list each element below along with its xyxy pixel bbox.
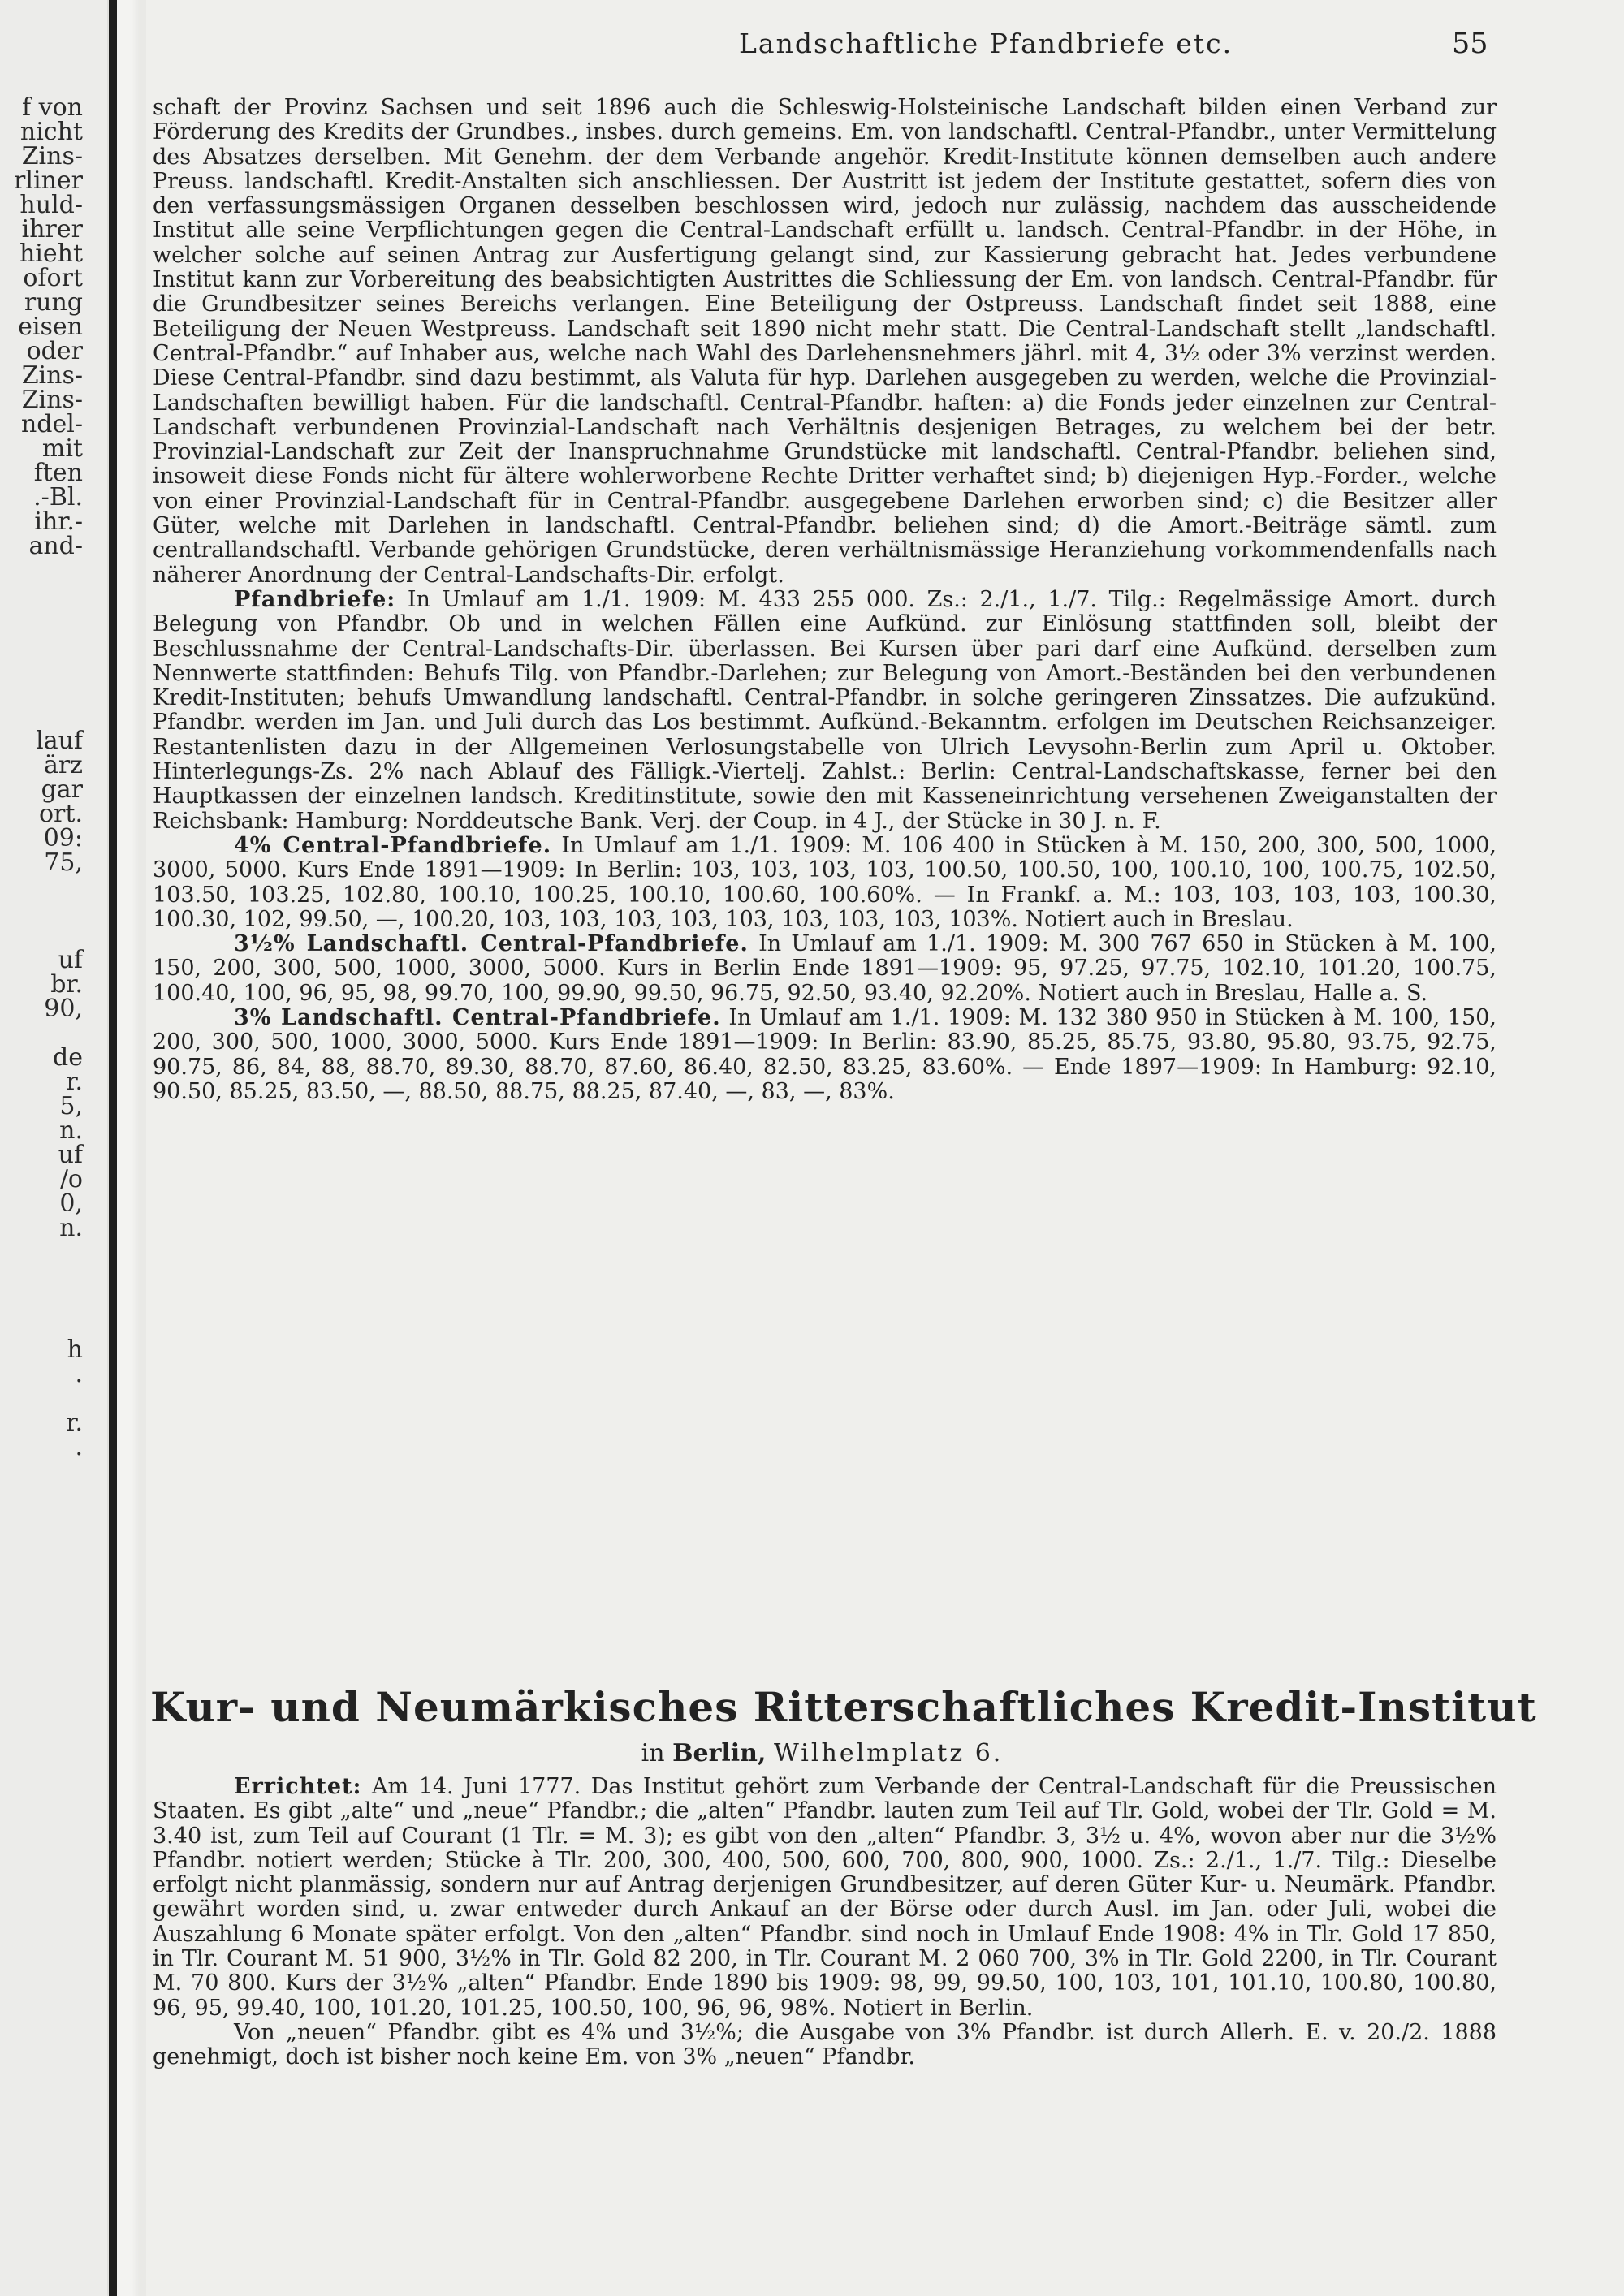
p35-label: 3½% Landschaftl. Central-Pfandbriefe.	[234, 931, 749, 957]
left-page-text-fragment: gar	[41, 775, 83, 804]
left-page-text-fragment: 09:	[43, 824, 83, 852]
p4-text: In Umlauf am 1./1. 1909: M. 106 400 in Stücken à M. 150, 200, 300, 500, 1000, 3000, 5000. Kurs Ende 1891—1909: In Berlin: 103, 103, 103, 103, 100.50, 100.50, 100, 100.10, 100, 100.75, 102.50, 103.50, 103.25, 102.80, 100.10, 100.25, 100.10, 100.60, 100.60%. — In Frankf. a. M.: 103, 103, 103, 103, 100.30, 100.30, 102, 99.50, —, 100.20, 103, 103, 103, 103, 103, 103, 103, 103, 103%. Notiert auch in Breslau.	[153, 832, 1497, 932]
left-page-text-fragment: uf	[58, 1141, 83, 1169]
section-title: Kur- und Neumärkisches Ritterschaftliches Kredit-Institut	[150, 1683, 1537, 1731]
p4-label: 4% Central-Pfandbriefe.	[234, 832, 552, 858]
p35-paragraph	[153, 932, 1497, 1006]
left-page-text-fragment: r.	[66, 1409, 83, 1437]
location-address: Wilhelmplatz 6.	[774, 1739, 1004, 1767]
left-page-text-fragment: ärz	[43, 751, 83, 779]
section-central-landschaft	[153, 96, 1497, 1104]
section-kur-neumaerkisches	[153, 1775, 1497, 2070]
gutter-shadow-line	[109, 0, 117, 2296]
left-page-text-fragment: 5,	[59, 1092, 83, 1120]
p35-text: In Umlauf am 1./1. 1909: M. 300 767 650 in Stücken à M. 100, 150, 200, 300, 500, 1000, 3000, 5000. Kurs in Berlin Ende 1891—1909: 95, 97.25, 97.75, 102.10, 101.20, 100.75, 100.40, 100, 96, 95, 98, 99.70, 100, 99.90, 99.50, 96.75, 92.50, 93.40, 92.20%. Notiert auch in Breslau, Halle a. S.	[153, 931, 1497, 1006]
left-page-text-fragment: de	[53, 1043, 83, 1072]
left-page-text-fragment: f von	[22, 93, 83, 122]
left-page-text-fragment: n.	[59, 1214, 83, 1242]
left-page-text-fragment: r.	[66, 1068, 83, 1096]
left-page-text-fragment: lauf	[36, 727, 83, 755]
p3-text: In Umlauf am 1./1. 1909: M. 132 380 950 in Stücken à M. 100, 150, 200, 300, 500, 1000, 3000, 5000. Kurs Ende 1891—1909: In Berlin: 83.90, 85.25, 85.75, 93.80, 95.80, 93.75, 92.75, 90.75, 86, 84, 88, 88.70, 89.30, 88.70, 87.60, 86.40, 82.50, 83.25, 83.60%. — Ende 1897—1909: In Hamburg: 92.10, 90.50, 85.25, 83.50, —, 88.50, 88.75, 88.25, 87.40, —, 83, —, 83%.	[153, 1004, 1497, 1104]
left-page-text-fragment: ndel-	[20, 410, 83, 438]
left-page-text-fragment: Zins-	[21, 361, 83, 390]
left-page-text-fragment: /o	[59, 1165, 83, 1193]
left-page-text-fragment: Zins-	[21, 142, 83, 170]
errichtet-label: Errichtet:	[234, 1774, 362, 1799]
right-page	[146, 0, 1624, 2296]
left-page-text-fragment: h	[67, 1336, 83, 1364]
left-page-text-fragment: Zins-	[21, 386, 83, 414]
left-page-text-fragment: 75,	[44, 848, 83, 877]
page-number: 55	[1452, 28, 1488, 60]
left-page-text-fragment: ort.	[39, 800, 83, 828]
left-page-text-fragment: eisen	[18, 313, 83, 341]
left-page-text-fragment: huld-	[19, 191, 83, 219]
p3-label: 3% Landschaftl. Central-Pfandbriefe.	[234, 1004, 721, 1030]
left-page-text-fragment: ofort	[23, 264, 83, 292]
intro-paragraph: schaft der Provinz Sachsen und seit 1896 auch die Schleswig-Holsteinische Landschaft bilden einen Verband zur Förderung des Kredits der Grundbes., insbes. durch gemeins. Em. von landschaftl. Central-Pfandbr., unter Vermittelung des Absatzes derselben. Mit Genehm. der dem Verbande angehör. Kredit-Institute können demselben auch andere Preuss. landschaftl. Kredit-Anstalten sich anschliessen. Der Austritt ist jedem der Institute gestattet, sofern dies von den verfassungsmässigen Organen desselben beschlossen wird, jedoch nur zulässig, nachdem das ausscheidende Institut alle seine Verpflichtungen gegen die Central-Landschaft erfüllt u. landsch. Central-Pfandbr. in der Höhe, in welcher solche auf seinen Antrag zur Ausfertigung gelangt sind, zur Kassierung gebracht hat. Jedes verbundene Institut kann zur Vorbereitung des beabsichtigten Austrittes die Schliessung der Em. von landsch. Central-Pfandbr. für die Grundbesitzer seines Bereichs verlangen. Eine Beteiligung der Ostpreuss. Landschaft findet seit 1888, eine Beteiligung der Neuen Westpreuss. Landschaft seit 1890 nicht mehr statt. Die Central-Landschaft stellt „landschaftl. Central-Pfandbr.“ auf Inhaber aus, welche nach Wahl des Darlehensnehmers jährl. mit 4, 3½ oder 3% verzinst werden. Diese Central-Pfandbr. sind dazu bestimmt, als Valuta für hyp. Darlehen ausgegeben zu werden, welche die Provinzial-Landschaften bewilligt haben. Für die landschaftl. Central-Pfandbr. haften: a) die Fonds jeder einzelnen zur Central-Landschaft verbundenen Provinzial-Landschaft nach Verhältnis desjenigen Betrages, zu welchem bei der betr. Provinzial-Landschaft zur Zeit der Inanspruchnahme Grundstücke mit landschaftl. Central-Pfandbr. beliehen sind, insoweit diese Fonds nicht für ältere wohlerworbene Rechte Dritter verhaftet sind; b) diejenigen Hyp.-Forder., welche von einer Provinzial-Landschaft für in Central-Pfandbr. ausgegebene Darlehen erworben sind; c) die Besitzer aller Güter, welche mit Darlehen in landschaftl. Central-Pfandbr. beliehen sind; d) die Amort.-Beiträge sämtl. zum centrallandschaftl. Verbande gehörigen Grundstücke, deren verhältnismässige Heranziehung vorkommendenfalls nach näherer Anordnung der Central-Landschafts-Dir. erfolgt.	[153, 95, 1497, 588]
neue-paragraph: Von „neuen“ Pfandbr. gibt es 4% und 3½%; die Ausgabe von 3% Pfandbr. ist durch Allerh. E. v. 20./2. 1888 genehmigt, doch ist bisher noch keine Em. von 3% „neuen“ Pfandbr.	[153, 2019, 1497, 2070]
location-prefix: in	[641, 1739, 665, 1767]
left-page-text-fragment: uf	[58, 946, 83, 974]
left-page-text-fragment: br.	[50, 970, 83, 999]
left-page-text-fragment: rung	[24, 288, 83, 317]
left-page-text-fragment: 90,	[44, 995, 83, 1023]
running-head: Landschaftliche Pfandbriefe etc.	[739, 28, 1233, 59]
left-page-text-fragment: ften	[33, 459, 83, 487]
left-page-text-fragment: .	[75, 1360, 83, 1388]
errichtet-text: Am 14. Juni 1777. Das Institut gehört zum Verbande der Central-Landschaft für die Preussischen Staaten. Es gibt „alte“ und „neue“ Pfandbr.; die „alten“ Pfandbr. lauten zum Teil auf Tlr. Gold, wobei der Tlr. Gold = M. 3.40 ist, zum Teil auf Courant (1 Tlr. = M. 3); es gibt von den „alten“ Pfandbr. 3, 3½ u. 4%, wovon aber nur die 3½% Pfandbr. notiert werden; Stücke à Tlr. 200, 300, 400, 500, 600, 700, 800, 900, 1000. Zs.: 2./1., 1./7. Tilg.: Dieselbe erfolgt nicht planmässig, sondern nur auf Antrag derjenigen Grundbesitzer, auf deren Güter Kur- u. Neumärk. Pfandbr. gewährt worden sind, u. zwar entweder durch Ankauf an der Börse oder durch Ausl. im Jan. oder Juli, wobei die Auszahlung 6 Monate später erfolgt. Von den „alten“ Pfandbr. sind noch in Umlauf Ende 1908: 4% in Tlr. Gold 17 850, in Tlr. Courant M. 51 900, 3½% in Tlr. Gold 82 200, in Tlr. Courant M. 2 060 700, 3% in Tlr. Gold 2200, in Tlr. Courant M. 70 800. Kurs der 3½% „alten“ Pfandbr. Ende 1890 bis 1909: 98, 99, 99.50, 100, 103, 101, 101.10, 100.80, 100.80, 96, 95, 99.40, 100, 101.20, 101.25, 100.50, 100, 96, 96, 98%. Notiert in Berlin.	[153, 1774, 1497, 2021]
pfandbriefe-text: In Umlauf am 1./1. 1909: M. 433 255 000. Zs.: 2./1., 1./7. Tilg.: Regelmässige Amort. durch Belegung von Pfandbr. Ob und in welchen Fällen eine Aufkünd. zur Einlösung stattfinden soll, bleibt der Beschlussnahme der Central-Landschafts-Dir. überlassen. Bei Kursen über pari darf eine Aufkünd. derselben zum Nennwerte stattfinden: Behufs Tilg. von Pfandbr.-Darlehen; zur Belegung von Amort.-Beständen bei den verbundenen Kredit-Instituten; behufs Umwandlung landschaftl. Central-Pfandbr. in solche geringeren Zinssatzes. Die aufzukünd. Pfandbr. werden im Jan. und Juli durch das Los bestimmt. Aufkünd.-Bekanntm. erfolgen im Deutschen Reichsanzeiger. Restantenlisten dazu in der Allgemeinen Verlosungstabelle von Ulrich Levysohn-Berlin zum April u. Oktober. Hinterlegungs-Zs. 2% nach Ablauf des Fälligk.-Viertelj. Zahlst.: Berlin: Central-Landschaftskasse, ferner bei den Hauptkassen der einzelnen landsch. Kreditinstitute, sowie den mit Kasseneinrichtung versehenen Zweiganstalten der Reichsbank: Hamburg: Norddeutsche Bank. Verj. der Coup. in 4 J., der Stücke in 30 J. n. F.	[153, 586, 1497, 834]
left-page-text-fragment: mit	[41, 434, 83, 463]
left-page-text-fragment: and-	[28, 532, 83, 560]
left-page-text-fragment: .	[75, 1433, 83, 1461]
errichtet-paragraph	[153, 1775, 1497, 2021]
left-page-text-fragment: oder	[26, 337, 83, 365]
section-location	[150, 1739, 1494, 1767]
left-page-fragment	[0, 0, 107, 2296]
p4-paragraph	[153, 834, 1497, 932]
left-page-text-fragment: ihr.-	[34, 507, 83, 536]
pfandbriefe-paragraph	[153, 588, 1497, 834]
p3-paragraph	[153, 1006, 1497, 1104]
left-page-text-fragment: 0,	[59, 1189, 83, 1218]
left-page-text-fragment: nicht	[19, 118, 83, 146]
left-page-text-fragment: hieht	[19, 240, 83, 268]
pfandbriefe-label: Pfandbriefe:	[234, 586, 396, 612]
location-city: Berlin,	[672, 1739, 767, 1767]
left-page-text-fragment: ihrer	[21, 215, 83, 244]
left-page-text-fragment: .-Bl.	[33, 483, 83, 511]
left-page-text-fragment: n.	[59, 1116, 83, 1145]
left-page-text-fragment: rliner	[14, 166, 83, 195]
